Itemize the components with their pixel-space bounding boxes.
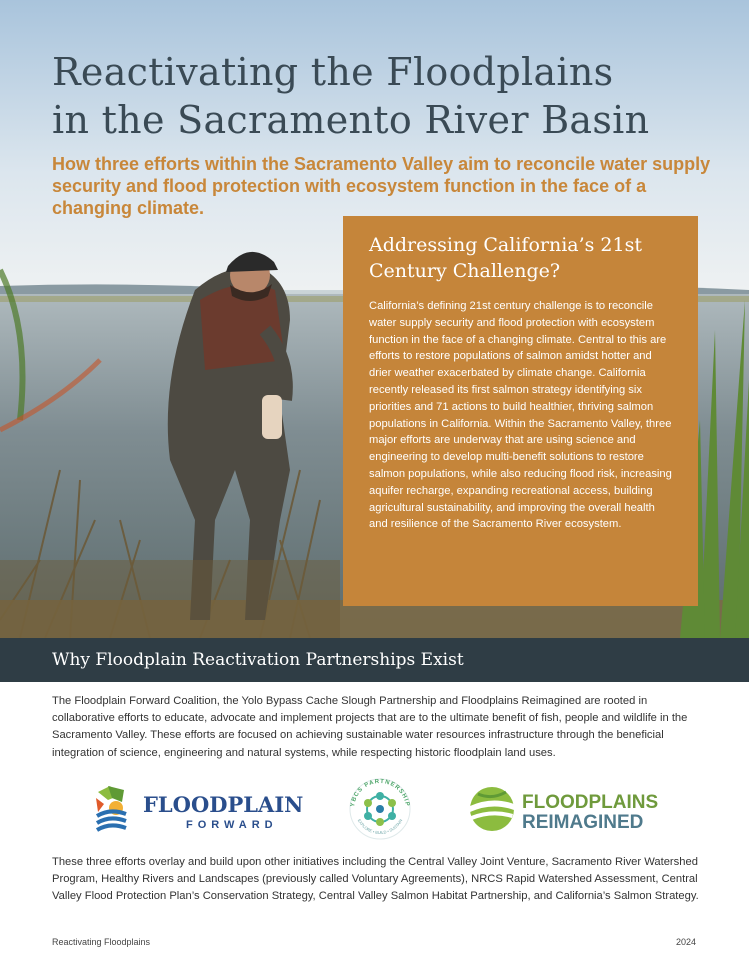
floodplain-forward-text-1: FLOODPLAIN [143,792,304,817]
floodplain-forward-logo [96,786,303,831]
partner-logos-artwork [0,778,749,842]
floodplains-reimagined-text-1: FLOODPLAINS [522,792,659,813]
section-heading-band [0,638,749,682]
section-paragraph-1: The Floodplain Forward Coalition, the Yolo Bypass Cache Slough Partnership and Floodplains Reimagined are rooted in collaborative efforts to educate, advocate and implement projects that are to the ultimate benefit of fish, people and wildlife in the Sacramento Valley. These efforts are focused on achieving sustainable water resources infrastructure through the beneficial integration of science, engineering and natural systems, while respecting historic floodplain land uses. [52,695,688,759]
ybcs-arc-bottom: EXPLORE • BUILD • SUSTAIN [356,818,404,836]
floodplains-reimagined-logo [470,787,658,833]
ybcs-partnership-logo [350,779,410,839]
page-title-line-2: in the Sacramento River Basin [52,98,650,142]
page-title-line-1: Reactivating the Floodplains [52,50,614,94]
page-title [52,48,649,144]
sidebar-heading: Addressing California’s 21st Century Challenge? [369,234,642,282]
section-paragraph-2: These three efforts overlay and build upon other initiatives including the Central Valley Joint Venture, Sacramento River Watershed Program, Healthy Rivers and Landscapes (previously called Voluntary Agreements), NRCS Rapid Watershed Assessment, Central Valley Flood Protection Plan’s Conservation Strategy, Central Valley Salmon Habitat Partnership, and California’s Salmon Strategy. [52,856,699,903]
page-subtitle: How three efforts within the Sacramento Valley aim to reconcile water supply security and flood protection with ecosystem function in the face of a changing climate. [52,154,711,218]
sidebar-body: California’s defining 21st century challenge is to reconcile water supply security and flood protection with ecosystem function in the face of a changing climate. Central to this are efforts to restore populations of salmon amidst hotter and drier weather exacerbated by climate change. California recently released its first salmon strategy identifying six priorities and 71 actions to build healthier, thriving salmon populations in California. Within the Sacramento Valley, three major efforts are underway that are using science and engineering to develop multi-benefit solutions to restore salmon populations, while also reducing flood risk, increasing aquifer recharge, expanding recreational access, building agricultural sustainability, and improving the overall health and resilience of the Sacramento River ecosystem. [369,300,672,531]
ybcs-arc-top: YBCS PARTNERSHIP [350,778,410,808]
section-heading: Why Floodplain Reactivation Partnerships Exist [52,650,464,670]
partner-logos [0,778,749,842]
floodplain-forward-text-2: FORWARD [186,819,278,831]
footer-title: Reactivating Floodplains [52,937,151,947]
footer-year: 2024 [676,937,697,947]
sidebar-box [343,216,698,606]
floodplains-reimagined-text-2: REIMAGINED [522,812,644,833]
